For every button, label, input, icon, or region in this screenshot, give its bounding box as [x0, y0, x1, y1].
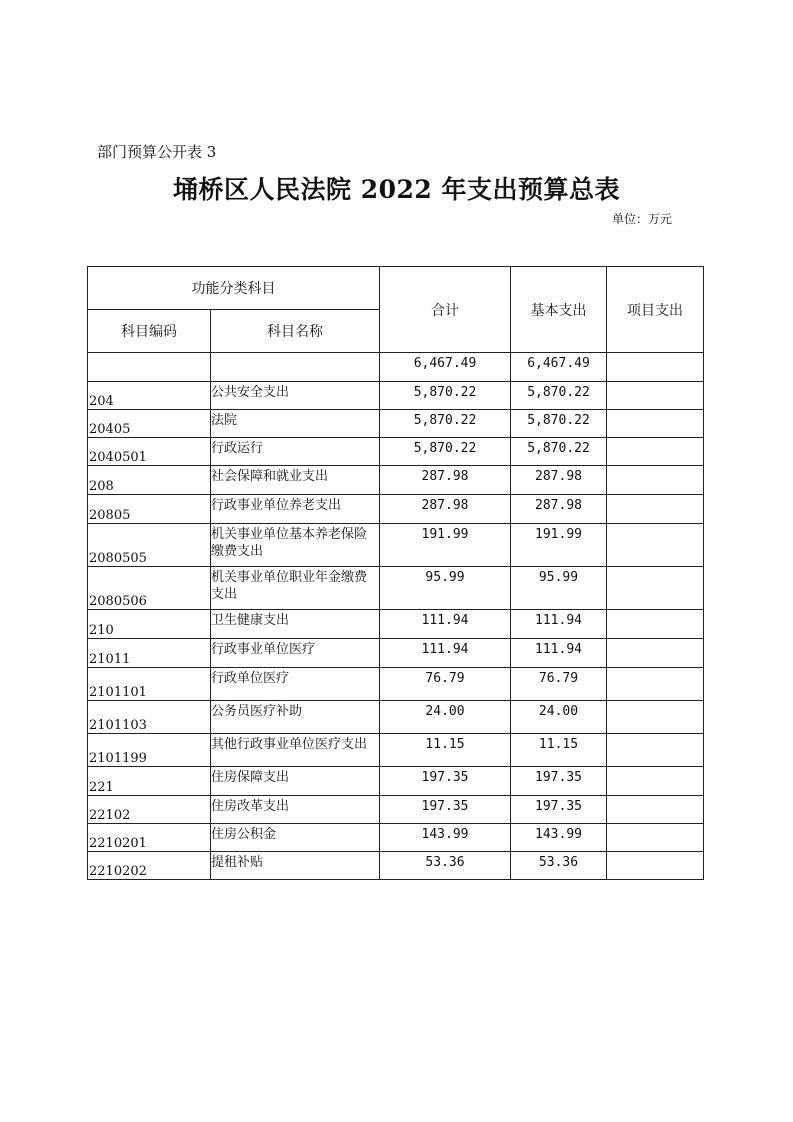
table-row [88, 767, 704, 796]
table-row [88, 796, 704, 824]
basic-expenditure-cell: 111.94 [511, 639, 607, 668]
table-body [88, 353, 704, 880]
header-function-category: 功能分类科目 [88, 267, 380, 310]
subject-code-cell: 20405 [88, 410, 211, 438]
subject-name-cell: 卫生健康支出 [211, 610, 380, 639]
basic-expenditure-cell: 5,870.22 [511, 382, 607, 410]
table-row [88, 466, 704, 495]
total-cell: 197.35 [380, 767, 511, 796]
subject-name-cell: 其他行政事业单位医疗支出 [211, 734, 380, 767]
subject-code-cell: 2080506 [88, 567, 211, 610]
subject-code-cell: 2210202 [88, 852, 211, 880]
basic-expenditure-cell: 5,870.22 [511, 410, 607, 438]
total-cell: 11.15 [380, 734, 511, 767]
total-cell: 287.98 [380, 495, 511, 524]
basic-expenditure-cell: 191.99 [511, 524, 607, 567]
basic-expenditure-cell: 76.79 [511, 668, 607, 701]
project-expenditure-cell [607, 353, 704, 382]
basic-expenditure-cell: 143.99 [511, 824, 607, 852]
subject-code-cell: 204 [88, 382, 211, 410]
project-expenditure-cell [607, 438, 704, 466]
basic-expenditure-cell: 197.35 [511, 767, 607, 796]
subject-code-cell: 221 [88, 767, 211, 796]
subject-code-cell [88, 353, 211, 382]
basic-expenditure-cell: 5,870.22 [511, 438, 607, 466]
subject-code-cell: 2210201 [88, 824, 211, 852]
basic-expenditure-cell: 24.00 [511, 701, 607, 734]
subject-name-cell: 住房公积金 [211, 824, 380, 852]
basic-expenditure-cell: 53.36 [511, 852, 607, 880]
project-expenditure-cell [607, 852, 704, 880]
basic-expenditure-cell: 11.15 [511, 734, 607, 767]
basic-expenditure-cell: 287.98 [511, 466, 607, 495]
subject-code-cell: 2101103 [88, 701, 211, 734]
subject-name-cell: 机关事业单位基本养老保险缴费支出 [211, 524, 380, 567]
project-expenditure-cell [607, 824, 704, 852]
basic-expenditure-cell: 95.99 [511, 567, 607, 610]
subject-code-cell: 2040501 [88, 438, 211, 466]
table-row [88, 438, 704, 466]
header-basic-expenditure: 基本支出 [511, 267, 607, 353]
project-expenditure-cell [607, 610, 704, 639]
total-cell: 6,467.49 [380, 353, 511, 382]
subject-name-cell: 行政运行 [211, 438, 380, 466]
table-row [88, 734, 704, 767]
subject-name-cell: 行政事业单位医疗 [211, 639, 380, 668]
project-expenditure-cell [607, 701, 704, 734]
project-expenditure-cell [607, 495, 704, 524]
subject-name-cell: 住房改革支出 [211, 796, 380, 824]
table-row [88, 524, 704, 567]
document-label: 部门预算公开表 3 [97, 143, 217, 161]
project-expenditure-cell [607, 382, 704, 410]
header-project-expenditure: 项目支出 [607, 267, 704, 353]
subject-name-cell: 社会保障和就业支出 [211, 466, 380, 495]
total-cell: 143.99 [380, 824, 511, 852]
total-cell: 5,870.22 [380, 410, 511, 438]
table-row [88, 353, 704, 382]
project-expenditure-cell [607, 466, 704, 495]
basic-expenditure-cell: 287.98 [511, 495, 607, 524]
total-cell: 95.99 [380, 567, 511, 610]
total-cell: 111.94 [380, 610, 511, 639]
table-row [88, 610, 704, 639]
table-row [88, 668, 704, 701]
project-expenditure-cell [607, 767, 704, 796]
project-expenditure-cell [607, 567, 704, 610]
total-cell: 287.98 [380, 466, 511, 495]
budget-table [87, 266, 704, 880]
project-expenditure-cell [607, 639, 704, 668]
total-cell: 24.00 [380, 701, 511, 734]
table-row [88, 567, 704, 610]
subject-code-cell: 2101199 [88, 734, 211, 767]
table-row [88, 852, 704, 880]
header-total: 合计 [380, 267, 511, 353]
project-expenditure-cell [607, 668, 704, 701]
subject-name-cell: 公务员医疗补助 [211, 701, 380, 734]
subject-code-cell: 208 [88, 466, 211, 495]
subject-name-cell: 提租补贴 [211, 852, 380, 880]
subject-name-cell: 公共安全支出 [211, 382, 380, 410]
project-expenditure-cell [607, 796, 704, 824]
total-cell: 197.35 [380, 796, 511, 824]
basic-expenditure-cell: 111.94 [511, 610, 607, 639]
subject-name-cell: 法院 [211, 410, 380, 438]
subject-code-cell: 20805 [88, 495, 211, 524]
subject-name-cell: 住房保障支出 [211, 767, 380, 796]
table-row [88, 639, 704, 668]
total-cell: 111.94 [380, 639, 511, 668]
project-expenditure-cell [607, 524, 704, 567]
total-cell: 5,870.22 [380, 382, 511, 410]
subject-code-cell: 21011 [88, 639, 211, 668]
table-row [88, 701, 704, 734]
basic-expenditure-cell: 197.35 [511, 796, 607, 824]
subject-code-cell: 2080505 [88, 524, 211, 567]
basic-expenditure-cell: 6,467.49 [511, 353, 607, 382]
subject-name-cell: 行政单位医疗 [211, 668, 380, 701]
subject-code-cell: 22102 [88, 796, 211, 824]
subject-name-cell: 机关事业单位职业年金缴费支出 [211, 567, 380, 610]
table-row [88, 824, 704, 852]
total-cell: 53.36 [380, 852, 511, 880]
table-row [88, 495, 704, 524]
document-title: 埇桥区人民法院 2022 年支出预算总表 [173, 175, 620, 204]
subject-name-cell: 行政事业单位养老支出 [211, 495, 380, 524]
table-row [88, 382, 704, 410]
subject-code-cell: 210 [88, 610, 211, 639]
unit-label: 单位：万元 [611, 212, 672, 226]
total-cell: 5,870.22 [380, 438, 511, 466]
total-cell: 76.79 [380, 668, 511, 701]
total-cell: 191.99 [380, 524, 511, 567]
header-subject-name: 科目名称 [211, 310, 380, 353]
header-subject-code: 科目编码 [88, 310, 211, 353]
project-expenditure-cell [607, 734, 704, 767]
subject-code-cell: 2101101 [88, 668, 211, 701]
table-row [88, 410, 704, 438]
project-expenditure-cell [607, 410, 704, 438]
subject-name-cell [211, 353, 380, 382]
